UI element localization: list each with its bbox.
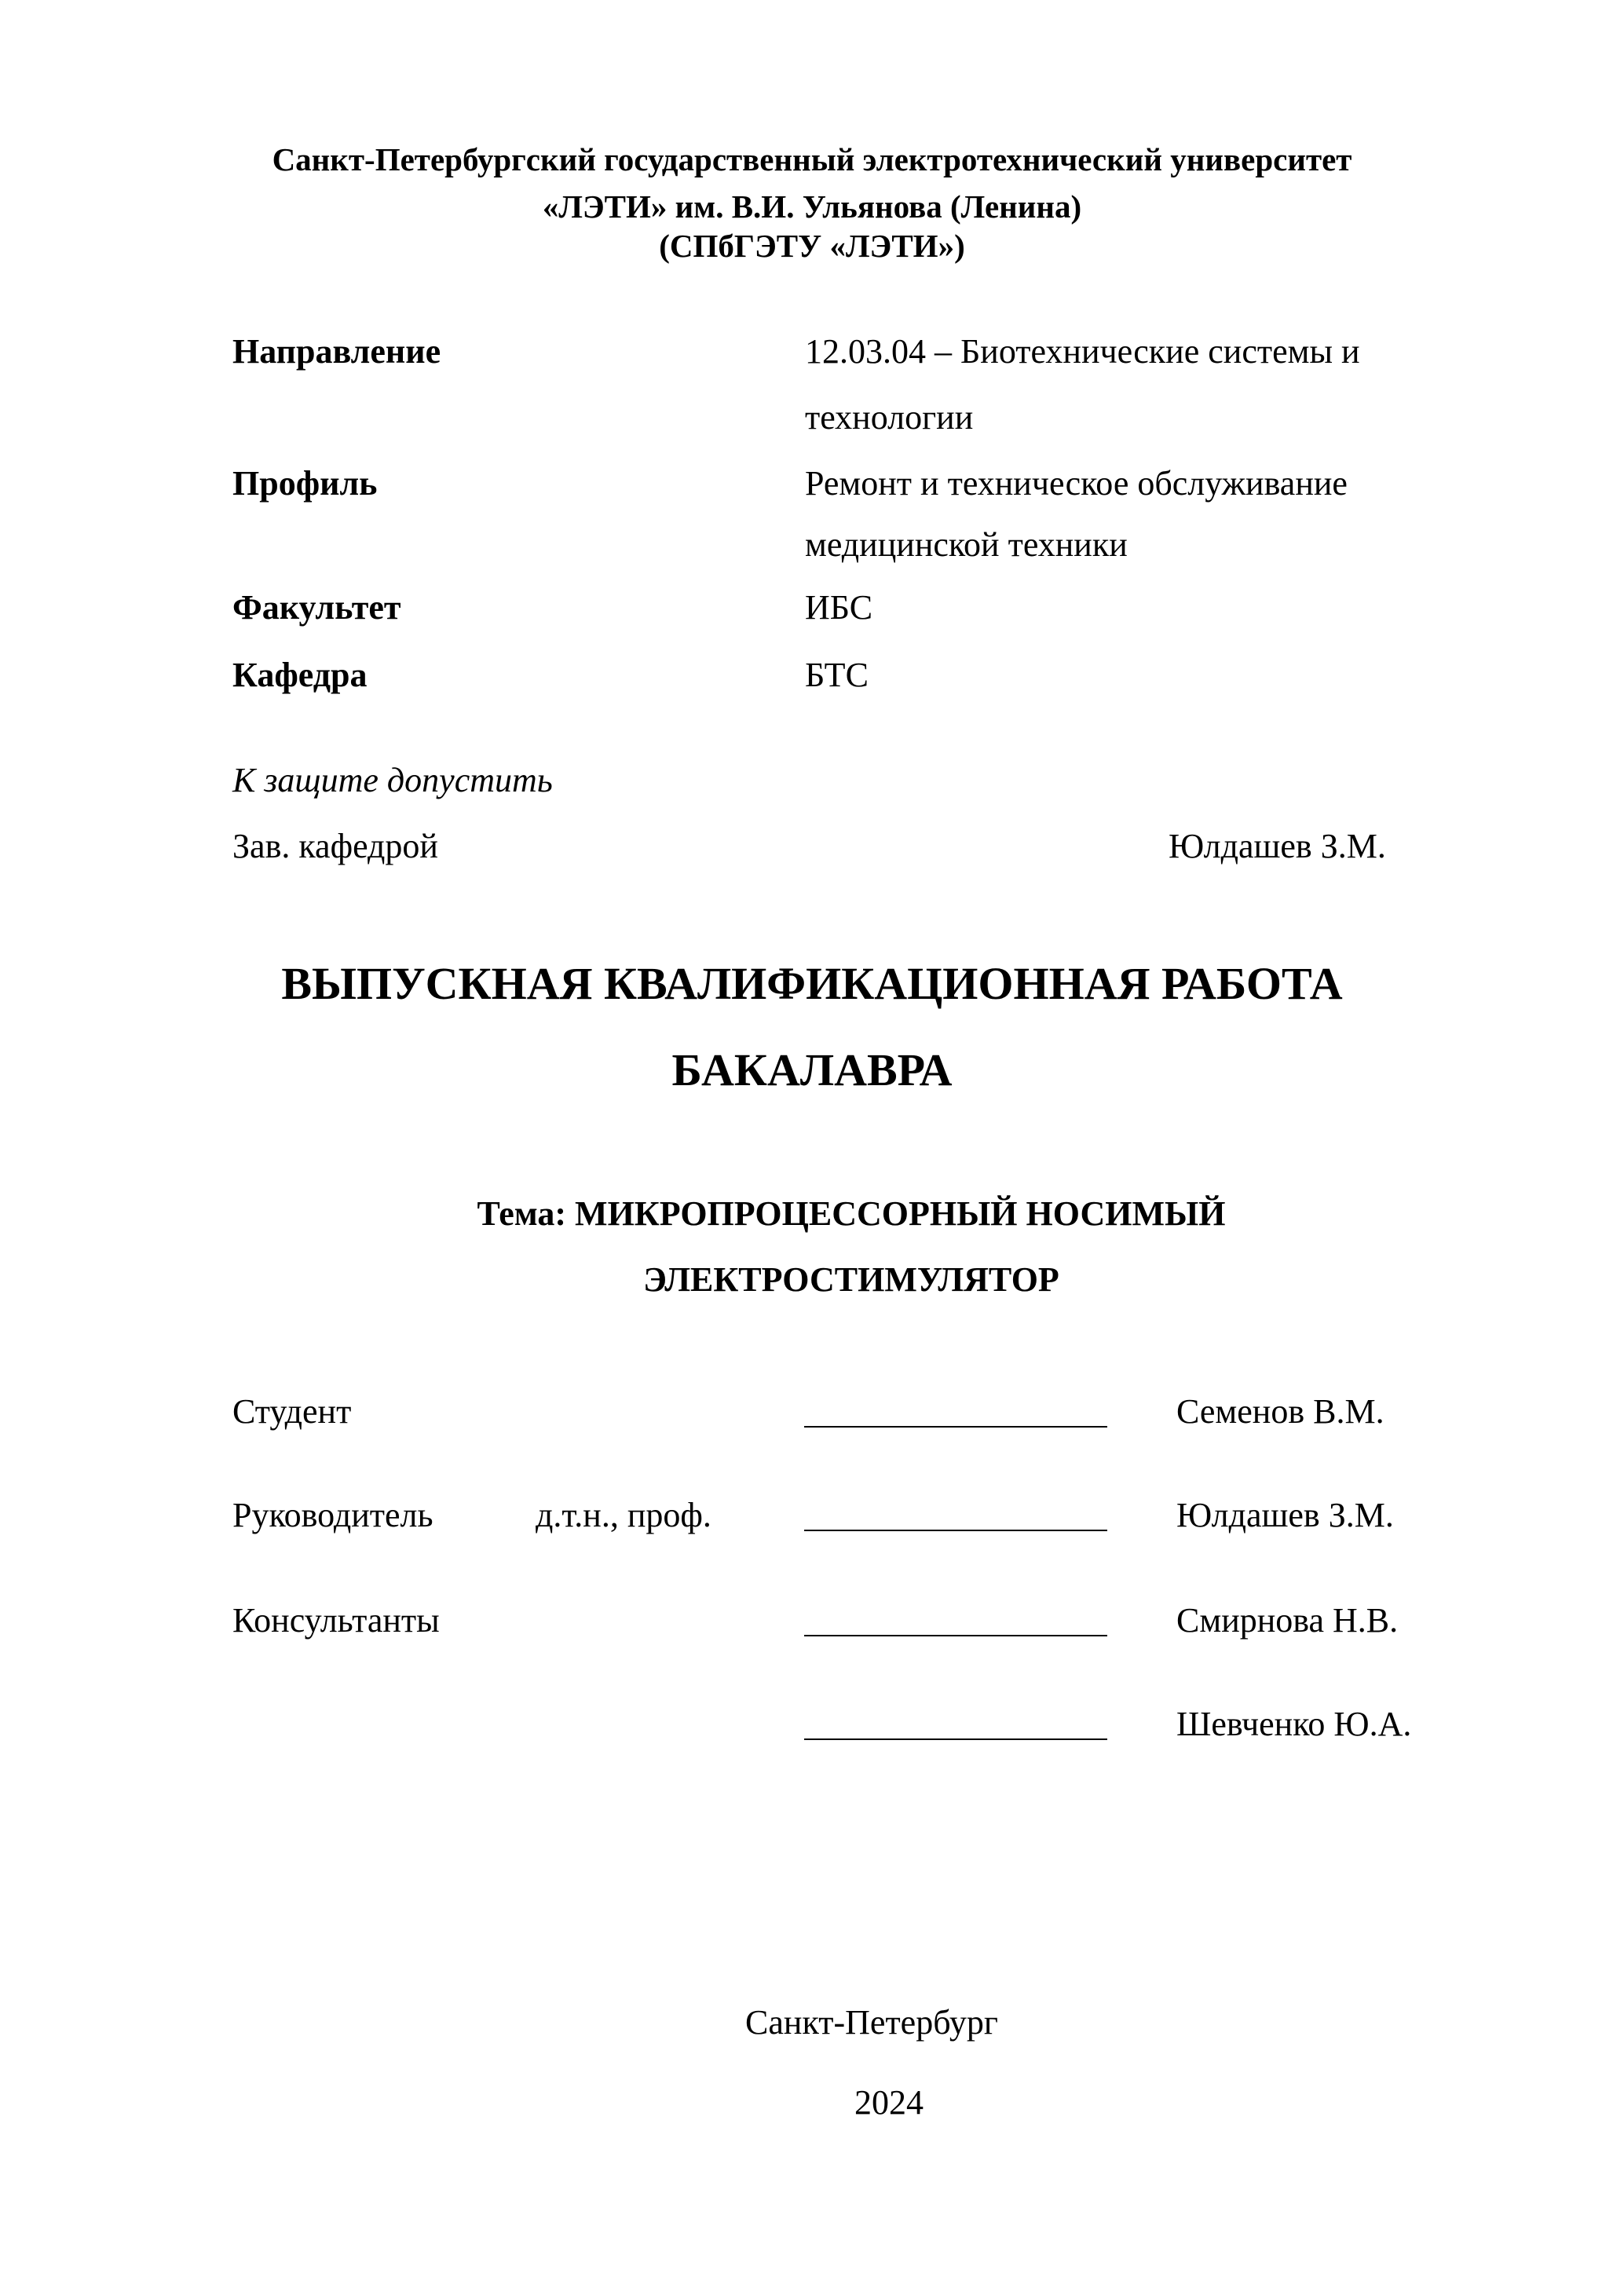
direction-value-line2: технологии xyxy=(805,398,974,437)
faculty-value: ИБС xyxy=(805,588,873,627)
consultant2-signature-line xyxy=(804,1738,1107,1740)
consultant1-signature-line xyxy=(804,1635,1107,1636)
consultants-label: Консультанты xyxy=(232,1601,440,1640)
university-name-line2: «ЛЭТИ» им. В.И. Ульянова (Ленина) xyxy=(542,188,1082,225)
direction-value-line1: 12.03.04 – Биотехнические системы и xyxy=(805,332,1360,371)
supervisor-label: Руководитель xyxy=(232,1496,433,1534)
head-of-department-label: Зав. кафедрой xyxy=(232,827,438,865)
year: 2024 xyxy=(854,2083,924,2122)
admit-to-defense-text: К защите допустить xyxy=(232,761,553,799)
consultant1-name: Смирнова Н.В. xyxy=(1176,1601,1399,1640)
department-label: Кафедра xyxy=(232,656,368,694)
student-label: Студент xyxy=(232,1392,352,1431)
consultant2-name: Шевченко Ю.А. xyxy=(1176,1705,1412,1743)
profile-value-line1: Ремонт и техническое обслуживание xyxy=(805,464,1348,503)
work-title-line1: ВЫПУСКНАЯ КВАЛИФИКАЦИОННАЯ РАБОТА xyxy=(281,958,1343,1009)
profile-label: Профиль xyxy=(232,464,378,503)
faculty-label: Факультет xyxy=(232,588,401,627)
student-name: Семенов В.М. xyxy=(1176,1392,1384,1431)
supervisor-degree: д.т.н., проф. xyxy=(536,1496,711,1534)
theme-line1: Тема: МИКРОПРОЦЕССОРНЫЙ НОСИМЫЙ xyxy=(477,1194,1226,1233)
supervisor-name: Юлдашев З.М. xyxy=(1176,1496,1394,1534)
direction-label: Направление xyxy=(232,332,441,371)
supervisor-signature-line xyxy=(804,1530,1107,1531)
head-of-department-name: Юлдашев З.М. xyxy=(1169,827,1386,865)
city: Санкт-Петербург xyxy=(745,2003,998,2042)
student-signature-line xyxy=(804,1426,1107,1428)
profile-value-line2: медицинской техники xyxy=(805,525,1128,564)
university-name-line1: Санкт-Петербургский государственный электротехнический университет xyxy=(272,141,1352,177)
theme-line2: ЭЛЕКТРОСТИМУЛЯТОР xyxy=(643,1260,1059,1299)
university-abbreviation: (СПбГЭТУ «ЛЭТИ») xyxy=(659,228,965,264)
work-title-line2: БАКАЛАВРА xyxy=(671,1044,953,1095)
department-value: БТС xyxy=(805,656,869,694)
